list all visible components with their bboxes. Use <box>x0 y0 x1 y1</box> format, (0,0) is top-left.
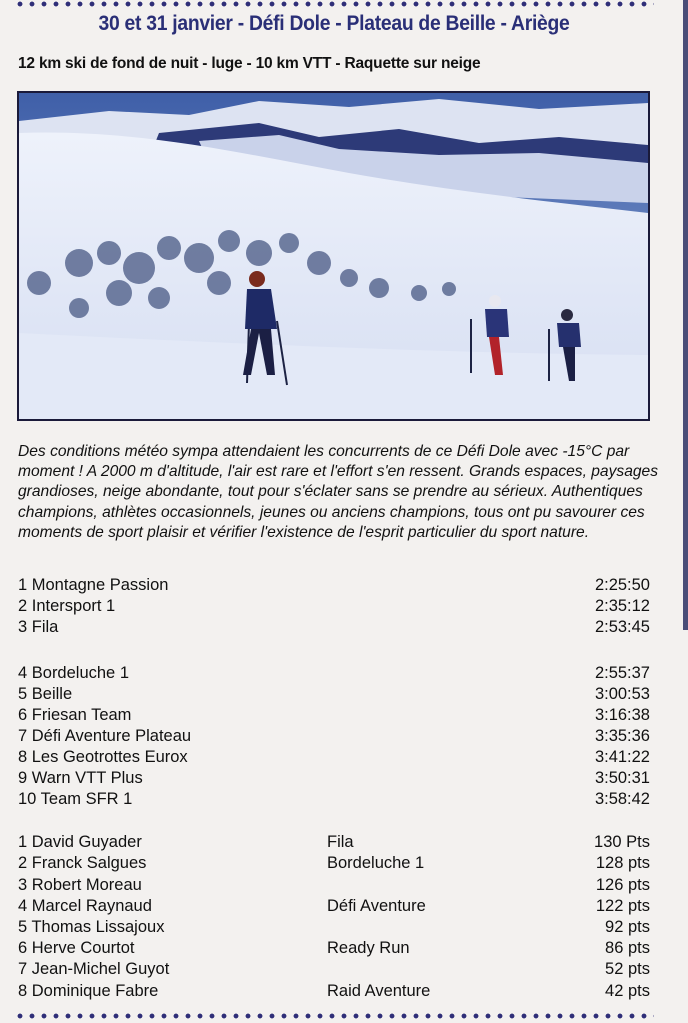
athlete-name: 2 Franck Salgues <box>18 854 147 872</box>
team-time: 2:55:37 <box>594 664 650 682</box>
article-title: 30 et 31 janvier - Défi Dole - Plateau de Beille - Ariège <box>98 12 570 35</box>
athlete-points: 128 pts <box>595 854 650 872</box>
team-result-row <box>18 596 650 617</box>
athlete-points: 52 pts <box>605 960 650 978</box>
team-name: 8 Les Geotrottes Eurox <box>18 748 188 766</box>
athlete-name: 8 Dominique Fabre <box>18 982 159 1000</box>
athlete-name: 4 Marcel Raynaud <box>18 897 152 915</box>
team-name: 10 Team SFR 1 <box>18 790 133 808</box>
athlete-club: Bordeluche 1 <box>327 854 425 872</box>
team-result-row <box>18 768 650 789</box>
athlete-points: 122 pts <box>595 897 650 915</box>
individual-result-row <box>18 853 650 874</box>
athlete-name: 6 Herve Courtot <box>18 939 135 957</box>
athlete-club: Défi Aventure <box>327 897 426 915</box>
team-time: 3:58:42 <box>594 790 650 808</box>
athlete-points: 126 pts <box>595 876 650 894</box>
team-result-row <box>18 747 650 768</box>
athlete-name: 5 Thomas Lissajoux <box>18 918 165 936</box>
snow-skiers-photo <box>17 91 650 421</box>
individual-result-row <box>18 938 650 959</box>
team-time: 3:35:36 <box>594 727 650 745</box>
athlete-points: 130 Pts <box>594 833 650 851</box>
team-result-row <box>18 575 650 596</box>
team-result-row <box>18 617 650 638</box>
athlete-name: 1 David Guyader <box>18 833 142 851</box>
article-subtitle: 12 km ski de fond de nuit - luge - 10 km VTT - Raquette sur neige <box>18 55 481 72</box>
article-caption: Des conditions météo sympa attendaient les concurrents de ce Défi Dole avec -15°C par moment ! A 2000 m d'altitude, l'air est rare et l'effort s'en ressent. Grands espaces, paysages grandioses, neige abondante, tout pour s'éclater sans se prendre au sérieux. Authentiques champions, athlètes occasionnels, jeunes ou anciens champions, tous ont pu savourer ces moments de sport plaisir et vérifier l'existence de l'esprit particulier du sport nature. <box>18 443 659 541</box>
team-time: 3:00:53 <box>594 685 650 703</box>
right-edge-bar <box>683 0 688 630</box>
team-time: 2:25:50 <box>594 576 650 594</box>
athlete-points: 42 pts <box>605 982 650 1000</box>
team-time: 3:41:22 <box>594 748 650 766</box>
individual-result-row <box>18 896 650 917</box>
team-time: 3:16:38 <box>594 706 650 724</box>
team-result-row <box>18 789 650 810</box>
individual-result-row <box>18 959 650 980</box>
team-result-row <box>18 726 650 747</box>
team-name: 9 Warn VTT Plus <box>18 769 143 787</box>
team-name: 5 Beille <box>18 685 73 703</box>
athlete-name: 7 Jean-Michel Guyot <box>18 960 170 978</box>
individual-result-row <box>18 917 650 938</box>
team-time: 2:53:45 <box>594 618 650 636</box>
athlete-points: 92 pts <box>605 918 650 936</box>
athlete-club: Fila <box>327 833 354 851</box>
individual-result-row <box>18 981 650 1002</box>
team-result-row <box>18 684 650 705</box>
top-dotted-border <box>14 0 654 8</box>
athlete-club: Raid Aventure <box>327 982 431 1000</box>
bottom-dotted-border <box>14 1012 654 1020</box>
individual-result-row <box>18 875 650 896</box>
team-name: 7 Défi Aventure Plateau <box>18 727 192 745</box>
team-time: 2:35:12 <box>594 597 650 615</box>
team-name: 3 Fila <box>18 618 59 636</box>
team-name: 4 Bordeluche 1 <box>18 664 129 682</box>
team-time: 3:50:31 <box>594 769 650 787</box>
athlete-points: 86 pts <box>605 939 650 957</box>
athlete-club: Ready Run <box>327 939 410 957</box>
team-result-row <box>18 705 650 726</box>
team-name: 1 Montagne Passion <box>18 576 169 594</box>
team-name: 2 Intersport 1 <box>18 597 116 615</box>
team-result-row <box>18 663 650 684</box>
team-name: 6 Friesan Team <box>18 706 132 724</box>
athlete-name: 3 Robert Moreau <box>18 876 142 894</box>
individual-result-row <box>18 832 650 853</box>
